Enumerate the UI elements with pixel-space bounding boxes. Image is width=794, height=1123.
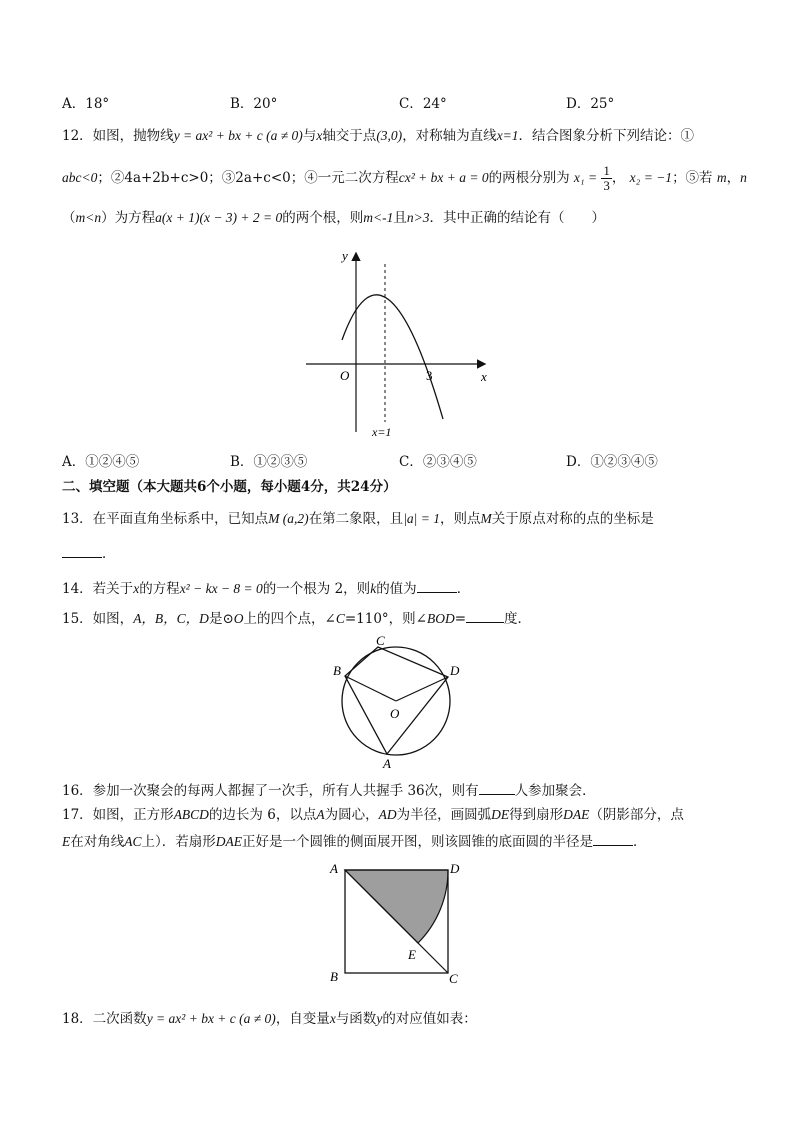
q12-x-label: x: [481, 369, 487, 384]
q12-text: ，: [726, 170, 741, 186]
q15-circle-figure: [330, 630, 466, 770]
q17-square-figure: [326, 858, 470, 988]
q17-label-d: D: [450, 861, 460, 876]
q15-label-c: C: [376, 633, 385, 648]
q12-point: (3,0): [376, 128, 403, 143]
q12-n-cond: n>3: [406, 210, 430, 225]
q12-axis: x=1: [496, 128, 519, 143]
q15-radius-ob: [345, 676, 396, 701]
q17-ad: AD: [378, 807, 397, 822]
q12-x2: x₂ = −1: [629, 170, 673, 185]
section-2-header: 二、填空题（本大题共6个小题，每小题4分，共24分）: [62, 479, 397, 495]
q12-text: 与: [302, 128, 317, 144]
q13-text: ，则点: [439, 511, 481, 527]
q16-text: 人参加聚会．: [514, 783, 596, 799]
q16-line: [62, 779, 596, 799]
q14-text: 的值为: [376, 581, 417, 597]
q15-label-a: A: [383, 756, 391, 770]
q15-circle: ⊙O: [222, 611, 244, 626]
q15-text: 15．如图，: [62, 611, 134, 627]
q15-points: A，B，C，D: [133, 611, 209, 626]
q17-text: 为圆心，: [324, 807, 379, 823]
q15-text: =: [454, 611, 467, 627]
q14-var-x: x: [133, 581, 140, 596]
q11-option-a: A．18°: [62, 96, 110, 112]
q17-label-e: E: [408, 947, 416, 962]
q12-text: ；⑤若: [672, 170, 713, 186]
q15-angle-bod: BOD: [426, 611, 455, 626]
q12-fraction-numerator: 1: [603, 163, 610, 178]
q12-text: 的两根分别为: [488, 170, 570, 186]
q13-text: 13．在平面直角坐标系中，已知点: [62, 511, 269, 527]
q13-line-1: [62, 507, 654, 527]
q13-line-2: [62, 542, 116, 562]
q17-label-a: A: [330, 861, 338, 876]
q12-text: ．其中正确的结论有（ ）: [429, 210, 605, 226]
q12-axis-label: x=1: [372, 425, 392, 439]
q11-option-b: B．20°: [230, 96, 278, 112]
q12-option-d: D．①②③④⑤: [566, 454, 658, 470]
q17-text: 得到扇形: [509, 807, 564, 823]
q13-abs: |a| = 1: [403, 511, 440, 526]
q12-option-b: B．①②③⑤: [230, 454, 308, 470]
q16-text: 16．参加一次聚会的每两人都握了一次手，所有人共握手 36次，则有: [62, 783, 479, 799]
q15-label-d: D: [450, 663, 460, 678]
q14-text: 的一个根为 2，则: [262, 581, 371, 597]
q17-text: 17．如图，正方形: [62, 807, 174, 823]
q11-option-c: C．24°: [399, 96, 447, 112]
q18-var-x: x: [329, 1011, 336, 1026]
q14-answer-blank[interactable]: [417, 578, 457, 593]
q12-mn: m<n: [75, 210, 102, 225]
q12-fraction: [601, 164, 612, 193]
q12-m-cond: m<-1: [363, 210, 394, 225]
q17-text: 为半径，画圆弧: [396, 807, 492, 823]
q17-point-e: E: [62, 834, 71, 849]
q15-text: 度．: [504, 611, 532, 627]
q13-answer-blank[interactable]: [62, 543, 102, 558]
q17-text: （阴影部分，点: [589, 807, 684, 823]
q18-text: 与函数: [335, 1011, 377, 1027]
q18-text: 18．二次函数: [62, 1011, 147, 1027]
q12-line-3: [62, 206, 605, 226]
q18-var-y: y: [376, 1011, 383, 1026]
q17-text: 正好是一个圆锥的侧面展开图，则该圆锥的底面圆的半径是: [242, 834, 594, 850]
q12-text: 的两个根，则: [282, 210, 364, 226]
q16-answer-blank[interactable]: [479, 780, 515, 795]
q12-var-n: n: [740, 170, 747, 185]
q15-line: [62, 607, 531, 627]
q12-parabola-graph: [300, 244, 500, 440]
q18-line: [62, 1007, 477, 1027]
q18-text: ，自变量: [275, 1011, 330, 1027]
q12-text: ；②4a+2b+c>0；③2a+c<0；④一元二次方程: [97, 170, 399, 186]
q17-line-1: [62, 803, 684, 823]
q12-option-a: A．①②④⑤: [62, 454, 140, 470]
q17-label-b: B: [330, 969, 338, 984]
q14-var-k: k: [370, 581, 377, 596]
q15-label-o: O: [390, 706, 400, 721]
q14-text: ．: [456, 581, 471, 597]
q12-text: 轴交于点: [322, 128, 377, 144]
q12-text: ，: [611, 170, 626, 186]
q17-text: ．: [633, 834, 647, 850]
q13-text: ．: [102, 546, 116, 562]
q17-text: 的边长为 6，以点: [208, 807, 317, 823]
q17-text: 上）．若扇形: [141, 834, 216, 850]
q17-dae-2: DAE: [215, 834, 243, 849]
q12-equation: y = ax² + bx + c (a ≠ 0): [173, 128, 303, 143]
q12-equation-2: cx² + bx + a = 0: [398, 170, 489, 185]
q17-ac: AC: [124, 834, 142, 849]
q17-point-a: A: [316, 807, 325, 822]
q17-square: ABCD: [173, 807, 209, 822]
q12-text: ）为方程: [101, 210, 156, 226]
q14-equation: x² − kx − 8 = 0: [179, 581, 263, 596]
q12-text: ，对称轴为直线: [402, 128, 497, 144]
q12-fraction-denominator: 3: [603, 178, 610, 193]
q14-text: 14．若关于: [62, 581, 134, 597]
q14-text: 的方程: [139, 581, 180, 597]
q18-equation: y = ax² + bx + c (a ≠ 0): [146, 1011, 276, 1026]
q17-dae: DAE: [563, 807, 590, 822]
q13-text: 关于原点对称的点的坐标是: [491, 511, 654, 527]
q12-line-1: [62, 124, 694, 144]
q12-parabola-curve: [342, 295, 443, 419]
q12-y-label: y: [342, 248, 348, 263]
q15-text: =110°，则∠: [344, 611, 427, 627]
q17-shaded-sector: [345, 870, 448, 943]
q12-text: 12．如图，抛物线: [62, 128, 174, 144]
q15-angle-c: C: [335, 611, 345, 626]
q12-equation-3: a(x + 1)(x − 3) + 2 = 0: [155, 210, 283, 225]
q15-text: 上的四个点，∠: [243, 611, 336, 627]
q12-text: ．结合图象分析下列结论：①: [518, 128, 695, 144]
q12-line-2: [62, 164, 747, 193]
q12-three-label: 3: [426, 368, 433, 383]
q17-answer-blank[interactable]: [593, 831, 633, 846]
q12-option-c: C．②③④⑤: [399, 454, 477, 470]
q15-answer-blank[interactable]: [466, 608, 504, 623]
q15-text: 是: [208, 611, 223, 627]
q18-text: 的对应值如表：: [382, 1011, 477, 1027]
q12-cond-1: abc<0: [62, 170, 98, 185]
q13-var-m: M: [480, 511, 492, 526]
q11-option-d: D．25°: [566, 96, 615, 112]
q15-label-b: B: [333, 663, 341, 678]
q17-line-2: [62, 830, 647, 850]
q17-text: 在对角线: [70, 834, 125, 850]
q12-var-x: x: [316, 128, 323, 143]
q13-point: M (a,2): [268, 511, 309, 526]
q12-text: 且: [393, 210, 407, 226]
q14-line: [62, 577, 470, 597]
q17-de: DE: [491, 807, 510, 822]
q15-radius-od: [396, 677, 448, 701]
q12-text: （: [62, 210, 76, 226]
q12-origin-label: O: [340, 368, 350, 383]
q13-text: 在第二象限，且: [308, 511, 404, 527]
q17-label-c: C: [449, 971, 458, 986]
q12-x1: x₁ =: [573, 170, 598, 185]
q12-var-m: m: [716, 170, 727, 185]
